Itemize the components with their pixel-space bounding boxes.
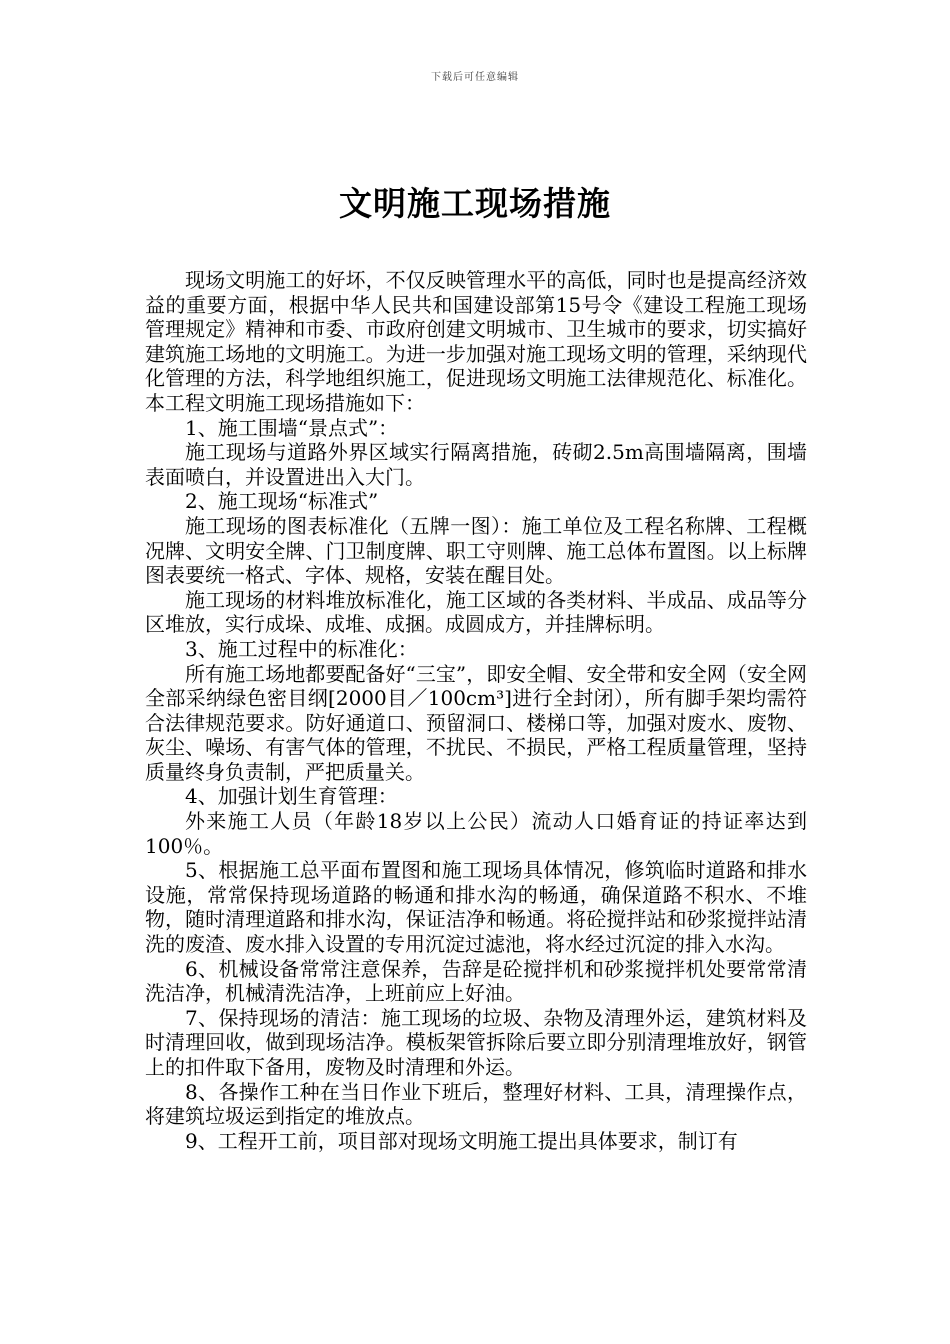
section-9-paragraph: 9、工程开工前，项目部对现场文明施工提出具体要求，制订有 bbox=[185, 1128, 738, 1153]
intro-paragraph: 现场文明施工的好坏，不仅反映管理水平的高低，同时也是提高经济效益的重要方面，根据中华人民共和国建设部第15号令《建设工程施工现场管理规定》精神和市委、市政府创建文明城市、卫生城市的要求，切实搞好建筑施工场地的文明施工。为进一步加强对施工现场文明的管理，采纳现代化管理的方法，科学地组织施工，促进现场文明施工法律规范化、标准化。本工程文明施工现场措施如下： bbox=[145, 268, 807, 415]
section-6-paragraph: 6、机械设备常常注意保养，告辞是砼搅拌机和砂浆搅拌机处要常常清洗洁净，机械清洗洁净，上班前应上好油。 bbox=[145, 956, 807, 1006]
section-8-paragraph: 8、各操作工种在当日作业下班后，整理好材料、工具，清理操作点，将建筑垃圾运到指定的堆放点。 bbox=[145, 1079, 807, 1129]
section-2-paragraph-materials: 施工现场的材料堆放标准化，施工区域的各类材料、半成品、成品等分区堆放，实行成垛、成堆、成捆。成圆成方，并挂牌标明。 bbox=[145, 587, 807, 637]
document-body bbox=[145, 268, 807, 1153]
document-title: 文明施工现场措施 bbox=[339, 184, 611, 223]
page-header-note: 下载后可任意编辑 bbox=[431, 72, 519, 83]
section-5-paragraph: 5、根据施工总平面布置图和施工现场具体情况，修筑临时道路和排水设施，常常保持现场道路的畅通和排水沟的畅通，确保道路不积水、不堆物，随时清理道路和排水沟，保证洁净和畅通。将砼搅拌站和砂浆搅拌站清洗的废渣、废水排入设置的专用沉淀过滤池，将水经过沉淀的排入水沟。 bbox=[145, 858, 807, 957]
section-2-heading: 2、施工现场“标准式” bbox=[185, 489, 379, 514]
section-3-paragraph: 所有施工场地都要配备好“三宝”，即安全帽、安全带和安全网（安全网全部采纳绿色密目纲[2000目／100cm³]进行全封闭），所有脚手架均需符合法律规范要求。防好通道口、预留洞口、楼梯口等，加强对废水、废物、灰尘、噪场、有害气体的管理，不扰民、不损民，严格工程质量管理，坚持质量终身负责制，严把质量关。 bbox=[145, 661, 807, 784]
section-4-paragraph: 外来施工人员（年龄18岁以上公民）流动人口婚育证的持证率达到100％。 bbox=[145, 809, 807, 858]
section-1-paragraph: 施工现场与道路外界区域实行隔离措施，砖砌2.5m高围墙隔离，围墙表面喷白，并设置进出入大门。 bbox=[145, 440, 807, 489]
section-7-paragraph: 7、保持现场的清洁：施工现场的垃圾、杂物及清理外运，建筑材料及时清理回收，做到现场洁净。模板架管拆除后要立即分别清理堆放好，钢管上的扣件取下备用，废物及时清理和外运。 bbox=[145, 1005, 807, 1079]
section-3-heading: 3、施工过程中的标准化： bbox=[185, 636, 418, 661]
section-4-heading: 4、加强计划生育管理： bbox=[185, 784, 398, 809]
section-2-paragraph-charts: 施工现场的图表标准化（五牌一图）：施工单位及工程名称牌、工程概况牌、文明安全牌、门卫制度牌、职工守则牌、施工总体布置图。以上标牌图表要统一格式、字体、规格，安装在醒目处。 bbox=[145, 513, 807, 588]
section-1-heading: 1、施工围墙“景点式”： bbox=[185, 415, 399, 440]
